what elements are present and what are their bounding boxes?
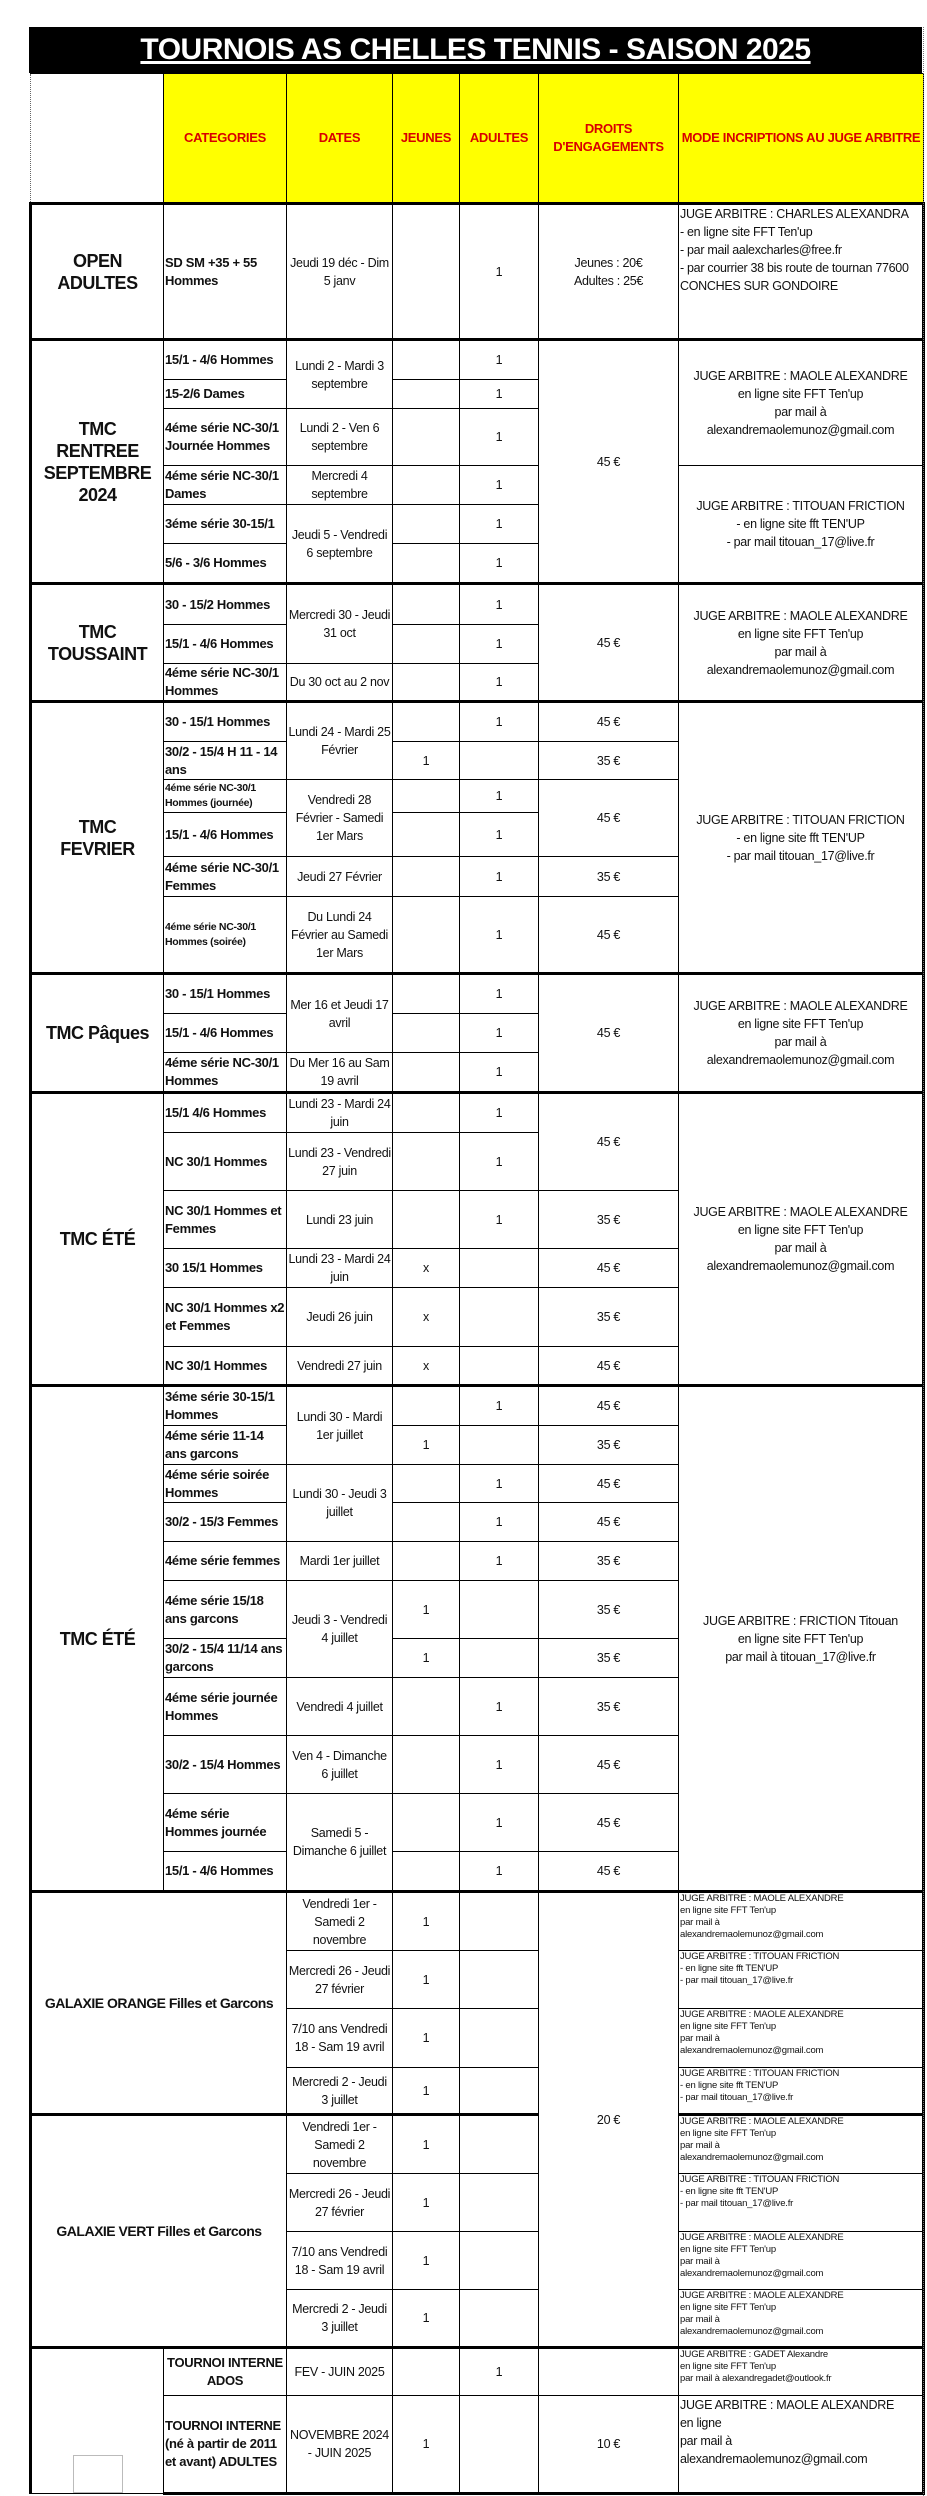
sheet-title: TOURNOIS AS CHELLES TENNIS - SAISON 2025 <box>140 33 811 66</box>
dates-cell: Mardi 1er juillet <box>287 1542 393 1581</box>
adultes-cell: 1 <box>460 1542 539 1581</box>
jeunes-cell: 1 <box>393 1892 460 1951</box>
category-cell: NC 30/1 Hommes et Femmes <box>164 1191 287 1249</box>
table-row <box>31 2348 924 2396</box>
referee-registration-cell: JUGE ARBITRE : FRICTION Titouan en ligne site FFT Ten'up par mail à titouan_17@live.fr <box>679 1386 924 1892</box>
category-cell: 4éme série 11-14 ans garcons <box>164 1426 287 1465</box>
entry-fee-cell: 20 € <box>539 1892 679 2348</box>
section-title: OPEN ADULTES <box>31 204 164 340</box>
jeunes-cell <box>393 1794 460 1852</box>
jeunes-cell <box>393 2348 460 2396</box>
category-cell: 15/1 - 4/6 Hommes <box>164 625 287 664</box>
jeunes-cell <box>393 1678 460 1736</box>
adultes-cell: 1 <box>460 780 539 813</box>
category-cell: SD SM +35 + 55 Hommes <box>164 204 287 340</box>
table-row <box>31 466 924 505</box>
section-title: TMC ÉTÉ <box>31 1093 164 1386</box>
jeunes-cell <box>393 1133 460 1191</box>
adultes-cell: 1 <box>460 1678 539 1736</box>
jeunes-cell: 1 <box>393 742 460 780</box>
entry-fee-cell: 35 € <box>539 1426 679 1465</box>
dates-cell: 7/10 ans Vendredi 18 - Sam 19 avril <box>287 2232 393 2290</box>
adultes-cell: 1 <box>460 340 539 380</box>
dates-cell: Jeudi 3 - Vendredi 4 juillet <box>287 1581 393 1678</box>
header-droits: DROITS D'ENGAGEMENTS <box>539 74 679 204</box>
adultes-cell: 1 <box>460 1852 539 1892</box>
referee-registration-cell: JUGE ARBITRE : TITOUAN FRICTION - en ligne site fft TEN'UP - par mail titouan_17@live.fr <box>679 1951 924 2009</box>
dates-cell: Lundi 30 - Mardi 1er juillet <box>287 1386 393 1465</box>
table-row <box>31 584 924 625</box>
jeunes-cell <box>393 584 460 625</box>
dates-cell: Lundi 24 - Mardi 25 Février <box>287 702 393 780</box>
category-cell: 4éme série NC-30/1 Hommes <box>164 664 287 702</box>
entry-fee-cell <box>539 2348 679 2396</box>
referee-registration-cell: JUGE ARBITRE : CHARLES ALEXANDRA - en ligne site FFT Ten'up - par mail aalexcharles@free.fr - par courrier 38 bis route de tournan 77600 CONCHES SUR GONDOIRE <box>679 204 924 340</box>
entry-fee-cell: 35 € <box>539 1678 679 1736</box>
category-cell: TOURNOI INTERNE (né à partir de 2011 et avant) ADULTES <box>164 2396 287 2494</box>
jeunes-cell <box>393 625 460 664</box>
jeunes-cell <box>393 1852 460 1892</box>
adultes-cell <box>460 2290 539 2348</box>
jeunes-cell: 1 <box>393 2232 460 2290</box>
jeunes-cell <box>393 1386 460 1426</box>
table-row <box>31 2115 924 2174</box>
category-cell: 15/1 - 4/6 Hommes <box>164 340 287 380</box>
dates-cell: Jeudi 26 juin <box>287 1288 393 1347</box>
jeunes-cell: 1 <box>393 1951 460 2009</box>
entry-fee-cell: 45 € <box>539 1093 679 1191</box>
adultes-cell <box>460 2174 539 2232</box>
adultes-cell: 1 <box>460 813 539 857</box>
jeunes-cell <box>393 974 460 1014</box>
jeunes-cell <box>393 664 460 702</box>
category-cell: TOURNOI INTERNE ADOS <box>164 2348 287 2396</box>
jeunes-cell <box>393 1736 460 1794</box>
referee-registration-cell: JUGE ARBITRE : MAOLE ALEXANDRE en ligne site FFT Ten'up par mail à alexandremaolemunoz@gmail.com <box>679 2115 924 2174</box>
adultes-cell <box>460 1347 539 1386</box>
dates-cell: Vendredi 4 juillet <box>287 1678 393 1736</box>
dates-cell: NOVEMBRE 2024 - JUIN 2025 <box>287 2396 393 2494</box>
referee-registration-cell: JUGE ARBITRE : MAOLE ALEXANDRE en ligne par mail à alexandremaolemunoz@gmail.com <box>679 2396 924 2494</box>
entry-fee-cell: 35 € <box>539 1581 679 1639</box>
adultes-cell: 1 <box>460 1133 539 1191</box>
adultes-cell: 1 <box>460 380 539 409</box>
header-adultes: ADULTES <box>460 74 539 204</box>
table-row <box>31 1892 924 1951</box>
adultes-cell: 1 <box>460 505 539 544</box>
header-mode: MODE INCRIPTIONS AU JUGE ARBITRE <box>679 74 924 204</box>
adultes-cell <box>460 1951 539 2009</box>
header-jeunes: JEUNES <box>393 74 460 204</box>
referee-registration-cell: JUGE ARBITRE : MAOLE ALEXANDRE en ligne site FFT Ten'up par mail à alexandremaolemunoz@gmail.com <box>679 2232 924 2290</box>
category-cell: 4éme série journée Hommes <box>164 1678 287 1736</box>
referee-registration-cell: JUGE ARBITRE : TITOUAN FRICTION - en ligne site fft TEN'UP - par mail titouan_17@live.fr <box>679 2174 924 2232</box>
category-cell: NC 30/1 Hommes <box>164 1347 287 1386</box>
adultes-cell <box>460 2115 539 2174</box>
jeunes-cell <box>393 1093 460 1133</box>
entry-fee-cell: 35 € <box>539 857 679 897</box>
jeunes-cell <box>393 780 460 813</box>
dates-cell: Mercredi 2 - Jeudi 3 juillet <box>287 2068 393 2115</box>
referee-registration-cell: JUGE ARBITRE : MAOLE ALEXANDRE en ligne site FFT Ten'up par mail à alexandremaolemunoz@gmail.com <box>679 1093 924 1386</box>
entry-fee-cell: 45 € <box>539 1794 679 1852</box>
jeunes-cell <box>393 1191 460 1249</box>
dates-cell: Vendredi 1er - Samedi 2 novembre <box>287 1892 393 1951</box>
section-title: TMC TOUSSAINT <box>31 584 164 702</box>
adultes-cell: 1 <box>460 2348 539 2396</box>
tournament-sheet <box>29 27 922 2495</box>
adultes-cell <box>460 1288 539 1347</box>
dates-cell: Jeudi 5 - Vendredi 6 septembre <box>287 505 393 584</box>
entry-fee-cell: 45 € <box>539 1465 679 1503</box>
referee-registration-cell: JUGE ARBITRE : TITOUAN FRICTION - en ligne site fft TEN'UP - par mail titouan_17@live.fr <box>679 702 924 974</box>
dates-cell: Lundi 23 - Vendredi 27 juin <box>287 1133 393 1191</box>
adultes-cell <box>460 1892 539 1951</box>
table-row <box>31 974 924 1014</box>
entry-fee-cell: 45 € <box>539 584 679 702</box>
dates-cell: Samedi 5 - Dimanche 6 juillet <box>287 1794 393 1892</box>
referee-registration-cell: JUGE ARBITRE : MAOLE ALEXANDRE en ligne site FFT Ten'up par mail à alexandremaolemunoz@gmail.com <box>679 2290 924 2348</box>
category-cell: 4éme série NC-30/1 Hommes (soirée) <box>164 897 287 974</box>
table-row <box>31 1386 924 1426</box>
jeunes-cell <box>393 897 460 974</box>
jeunes-cell <box>393 466 460 505</box>
category-cell: 4éme série 15/18 ans garcons <box>164 1581 287 1639</box>
dates-cell: Mercredi 26 - Jeudi 27 février <box>287 2174 393 2232</box>
referee-registration-cell: JUGE ARBITRE : MAOLE ALEXANDRE en ligne site FFT Ten'up par mail à alexandremaolemunoz@gmail.com <box>679 584 924 702</box>
header-dates: DATES <box>287 74 393 204</box>
section-title <box>31 2348 164 2494</box>
adultes-cell: 1 <box>460 625 539 664</box>
entry-fee-cell: 35 € <box>539 1639 679 1678</box>
section-title: TMC FEVRIER <box>31 702 164 974</box>
adultes-cell <box>460 2068 539 2115</box>
category-cell: 4éme série soirée Hommes <box>164 1465 287 1503</box>
jeunes-cell: 1 <box>393 1581 460 1639</box>
header-blank <box>31 74 164 204</box>
jeunes-cell: 1 <box>393 2174 460 2232</box>
jeunes-cell: 1 <box>393 2115 460 2174</box>
entry-fee-cell: 45 € <box>539 1249 679 1288</box>
adultes-cell: 1 <box>460 664 539 702</box>
adultes-cell: 1 <box>460 1794 539 1852</box>
category-cell: 4éme série NC-30/1 Hommes (journée) <box>164 780 287 813</box>
entry-fee-cell: 10 € <box>539 2396 679 2494</box>
jeunes-cell: x <box>393 1347 460 1386</box>
adultes-cell: 1 <box>460 1053 539 1093</box>
adultes-cell: 1 <box>460 1465 539 1503</box>
category-cell: 30/2 - 15/4 H 11 - 14 ans <box>164 742 287 780</box>
dates-cell: Mercredi 26 - Jeudi 27 février <box>287 1951 393 2009</box>
entry-fee-cell: 45 € <box>539 1852 679 1892</box>
category-cell: 4éme série femmes <box>164 1542 287 1581</box>
category-cell: 4éme série Hommes journée <box>164 1794 287 1852</box>
table-row <box>31 204 924 340</box>
table-row <box>31 340 924 380</box>
adultes-cell: 1 <box>460 584 539 625</box>
dates-cell: Lundi 23 - Mardi 24 juin <box>287 1249 393 1288</box>
adultes-cell <box>460 1639 539 1678</box>
dates-cell: Lundi 2 - Ven 6 septembre <box>287 409 393 466</box>
adultes-cell <box>460 742 539 780</box>
adultes-cell <box>460 2009 539 2068</box>
referee-registration-cell: JUGE ARBITRE : GADET Alexandre en ligne site FFT Ten'up par mail à alexandregadet@outlook.fr <box>679 2348 924 2396</box>
category-cell: 15/1 - 4/6 Hommes <box>164 813 287 857</box>
jeunes-cell <box>393 409 460 466</box>
jeunes-cell <box>393 505 460 544</box>
entry-fee-cell: 35 € <box>539 742 679 780</box>
dates-cell: Lundi 30 - Jeudi 3 juillet <box>287 1465 393 1542</box>
jeunes-cell <box>393 1053 460 1093</box>
dates-cell: Ven 4 - Dimanche 6 juillet <box>287 1736 393 1794</box>
dates-cell: FEV - JUIN 2025 <box>287 2348 393 2396</box>
category-cell: NC 30/1 Hommes x2 et Femmes <box>164 1288 287 1347</box>
adultes-cell: 1 <box>460 702 539 742</box>
entry-fee-cell: 35 € <box>539 1288 679 1347</box>
adultes-cell: 1 <box>460 1014 539 1053</box>
dates-cell: Lundi 2 - Mardi 3 septembre <box>287 340 393 409</box>
dates-cell: 7/10 ans Vendredi 18 - Sam 19 avril <box>287 2009 393 2068</box>
table-row <box>31 1093 924 1133</box>
adultes-cell: 1 <box>460 1736 539 1794</box>
jeunes-cell <box>393 1542 460 1581</box>
image-placeholder <box>73 2455 123 2493</box>
table-row <box>31 702 924 742</box>
section-title: TMC RENTREE SEPTEMBRE 2024 <box>31 340 164 584</box>
page-break-line <box>923 27 924 2496</box>
referee-registration-cell: JUGE ARBITRE : MAOLE ALEXANDRE en ligne site FFT Ten'up par mail à alexandremaolemunoz@gmail.com <box>679 340 924 466</box>
jeunes-cell: 1 <box>393 2068 460 2115</box>
jeunes-cell: 1 <box>393 2009 460 2068</box>
entry-fee-cell: 45 € <box>539 1347 679 1386</box>
adultes-cell: 1 <box>460 1191 539 1249</box>
section-title: TMC ÉTÉ <box>31 1386 164 1892</box>
table-row <box>31 2396 924 2494</box>
referee-registration-cell: JUGE ARBITRE : MAOLE ALEXANDRE en ligne site FFT Ten'up par mail à alexandremaolemunoz@gmail.com <box>679 2009 924 2068</box>
dates-cell: Jeudi 19 déc - Dim 5 janv <box>287 204 393 340</box>
adultes-cell: 1 <box>460 544 539 584</box>
dates-cell: Mercredi 4 septembre <box>287 466 393 505</box>
section-title: GALAXIE ORANGE Filles et Garcons <box>31 1892 287 2115</box>
jeunes-cell: 1 <box>393 1639 460 1678</box>
entry-fee-cell: 45 € <box>539 780 679 857</box>
entry-fee-cell: 45 € <box>539 1736 679 1794</box>
dates-cell: Vendredi 28 Février - Samedi 1er Mars <box>287 780 393 857</box>
section-title: TMC Pâques <box>31 974 164 1093</box>
entry-fee-cell: 45 € <box>539 1503 679 1542</box>
adultes-cell: 1 <box>460 857 539 897</box>
category-cell: 15/1 - 4/6 Hommes <box>164 1852 287 1892</box>
jeunes-cell: x <box>393 1288 460 1347</box>
dates-cell: Jeudi 27 Février <box>287 857 393 897</box>
jeunes-cell: 1 <box>393 2290 460 2348</box>
dates-cell: Du Lundi 24 Février au Samedi 1er Mars <box>287 897 393 974</box>
dates-cell: Mercredi 2 - Jeudi 3 juillet <box>287 2290 393 2348</box>
category-cell: 4éme série NC-30/1 Dames <box>164 466 287 505</box>
entry-fee-cell: 45 € <box>539 897 679 974</box>
category-cell: 30 - 15/1 Hommes <box>164 702 287 742</box>
dates-cell: Mercredi 30 - Jeudi 31 oct <box>287 584 393 664</box>
category-cell: 15/1 - 4/6 Hommes <box>164 1014 287 1053</box>
jeunes-cell <box>393 857 460 897</box>
jeunes-cell: 1 <box>393 1426 460 1465</box>
jeunes-cell <box>393 1465 460 1503</box>
category-cell: 4éme série NC-30/1 Femmes <box>164 857 287 897</box>
adultes-cell <box>460 2232 539 2290</box>
jeunes-cell <box>393 1014 460 1053</box>
dates-cell: Du Mer 16 au Sam 19 avril <box>287 1053 393 1093</box>
dates-cell: Mer 16 et Jeudi 17 avril <box>287 974 393 1053</box>
category-cell: 30 15/1 Hommes <box>164 1249 287 1288</box>
adultes-cell <box>460 1249 539 1288</box>
adultes-cell: 1 <box>460 1503 539 1542</box>
dates-cell: Lundi 23 - Mardi 24 juin <box>287 1093 393 1133</box>
dates-cell: Vendredi 1er - Samedi 2 novembre <box>287 2115 393 2174</box>
jeunes-cell <box>393 204 460 340</box>
category-cell: 3éme série 30-15/1 <box>164 505 287 544</box>
category-cell: NC 30/1 Hommes <box>164 1133 287 1191</box>
referee-registration-cell: JUGE ARBITRE : TITOUAN FRICTION - en ligne site fft TEN'UP - par mail titouan_17@live.fr <box>679 466 924 584</box>
adultes-cell <box>460 2396 539 2494</box>
entry-fee-cell: 45 € <box>539 1386 679 1426</box>
jeunes-cell <box>393 813 460 857</box>
referee-registration-cell: JUGE ARBITRE : TITOUAN FRICTION - en ligne site fft TEN'UP - par mail titouan_17@live.fr <box>679 2068 924 2115</box>
adultes-cell: 1 <box>460 1093 539 1133</box>
jeunes-cell: x <box>393 1249 460 1288</box>
sheet-title-bar <box>29 27 922 73</box>
entry-fee-cell: 35 € <box>539 1542 679 1581</box>
adultes-cell: 1 <box>460 1386 539 1426</box>
category-cell: 30 - 15/2 Hommes <box>164 584 287 625</box>
jeunes-cell <box>393 380 460 409</box>
category-cell: 30/2 - 15/4 11/14 ans garcons <box>164 1639 287 1678</box>
referee-registration-cell: JUGE ARBITRE : MAOLE ALEXANDRE en ligne site FFT Ten'up par mail à alexandremaolemunoz@gmail.com <box>679 1892 924 1951</box>
adultes-cell: 1 <box>460 974 539 1014</box>
category-cell: 15-2/6 Dames <box>164 380 287 409</box>
category-cell: 30/2 - 15/4 Hommes <box>164 1736 287 1794</box>
dates-cell: Du 30 oct au 2 nov <box>287 664 393 702</box>
category-cell: 4éme série NC-30/1 Hommes <box>164 1053 287 1093</box>
adultes-cell <box>460 1426 539 1465</box>
jeunes-cell: 1 <box>393 2396 460 2494</box>
category-cell: 4éme série NC-30/1 Journée Hommes <box>164 409 287 466</box>
adultes-cell: 1 <box>460 897 539 974</box>
adultes-cell: 1 <box>460 409 539 466</box>
jeunes-cell <box>393 544 460 584</box>
category-cell: 30/2 - 15/3 Femmes <box>164 1503 287 1542</box>
entry-fee-cell: Jeunes : 20€ Adultes : 25€ <box>539 204 679 340</box>
jeunes-cell <box>393 340 460 380</box>
dates-cell: Vendredi 27 juin <box>287 1347 393 1386</box>
entry-fee-cell: 45 € <box>539 340 679 584</box>
section-title: GALAXIE VERT Filles et Garcons <box>31 2115 287 2348</box>
entry-fee-cell: 45 € <box>539 702 679 742</box>
adultes-cell: 1 <box>460 466 539 505</box>
header-categories: CATEGORIES <box>164 74 287 204</box>
category-cell: 30 - 15/1 Hommes <box>164 974 287 1014</box>
category-cell: 15/1 4/6 Hommes <box>164 1093 287 1133</box>
entry-fee-cell: 45 € <box>539 974 679 1093</box>
header-row <box>31 74 924 204</box>
jeunes-cell <box>393 1503 460 1542</box>
category-cell: 3éme série 30-15/1 Hommes <box>164 1386 287 1426</box>
adultes-cell <box>460 1581 539 1639</box>
dates-cell: Lundi 23 juin <box>287 1191 393 1249</box>
entry-fee-cell: 35 € <box>539 1191 679 1249</box>
category-cell: 5/6 - 3/6 Hommes <box>164 544 287 584</box>
tournament-table <box>29 73 925 2495</box>
jeunes-cell <box>393 702 460 742</box>
adultes-cell: 1 <box>460 204 539 340</box>
referee-registration-cell: JUGE ARBITRE : MAOLE ALEXANDRE en ligne site FFT Ten'up par mail à alexandremaolemunoz@gmail.com <box>679 974 924 1093</box>
